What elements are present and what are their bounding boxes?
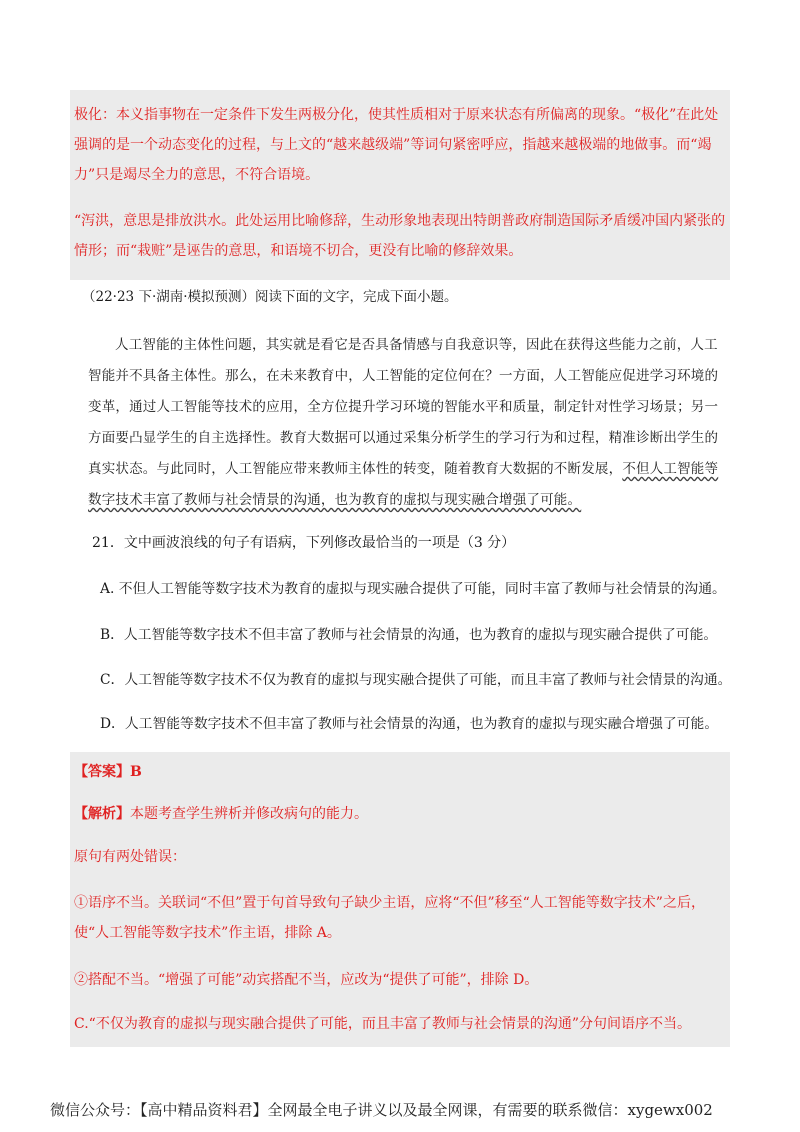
analysis-line bbox=[74, 802, 368, 826]
reading-passage bbox=[88, 330, 730, 516]
question-stem: 21．文中画波浪线的句子有语病，下列修改最恰当的一项是（3 分） bbox=[92, 535, 516, 551]
answer-label: 【答案】 bbox=[74, 764, 130, 780]
explanation-paragraph-1: 极化：本义指事物在一定条件下发生两极分化，使其性质相对于原来状态有所偏离的现象。“极化”在此处强调的是一个动态变化的过程，与上文的“越来越级端”等词句紧密呼应，指越来越极端的地做事。而“竭力”只是竭尽全力的意思，不符合语境。 bbox=[74, 107, 719, 183]
analysis-text: 本题考查学生辨析并修改病句的能力。 bbox=[130, 806, 368, 822]
answer-value: B bbox=[130, 764, 142, 780]
answer-line bbox=[74, 760, 142, 784]
footer-note: 微信公众号：【高中精品资料君】全网最全电子讲义以及最全网课，有需要的联系微信：xygewx002 bbox=[50, 1101, 713, 1119]
passage-text: 人工智能的主体性问题，其实就是看它是否具备情感与自我意识等，因此在获得这些能力之前，人工智能并不具备主体性。那么，在未来教育中，人工智能的定位何在？一方面，人工智能应促进学习环境的变革，通过人工智能等技术的应用，全方位提升学习环境的智能水平和质量，制定针对性学习场景；另一方面要凸显学生的自主选择性。教育大数据可以通过采集分析学生的学习行为和过程，精准诊断出学生的真实状态。与此同时，人工智能应带来教师主体性的转变，随着教育大数据的不断发展， bbox=[88, 337, 719, 477]
explanation-box-top bbox=[70, 90, 730, 280]
explanation-paragraph-2: “泻洪，意思是排放洪水。此处运用比喻修辞，生动形象地表现出特朗普政府制造国际矛盾缓冲国内紧张的情形；而“栽赃”是诬告的意思，和语境不切合，更没有比喻的修辞效果。 bbox=[74, 213, 726, 259]
error-1: ①语序不当。关联词“不但”置于句首导致句子缺少主语，应将“不但”移至“人工智能等数字技术”之后，使“人工智能等数字技术”作主语，排除 A。 bbox=[74, 895, 705, 941]
wavy-underlined-sentence: 不但人工智能等数字技术丰富了教师与社会情景的沟通，也为教育的虚拟与现实融合增强了可能。 bbox=[88, 461, 719, 508]
option-b: B．人工智能等数字技术不但丰富了教师与社会情景的沟通，也为教育的虚拟与现实融合提供了可能。 bbox=[100, 627, 718, 643]
original-errors-line: 原句有两处错误： bbox=[74, 849, 186, 865]
option-c: C．人工智能等数字技术不仅为教育的虚拟与现实融合提供了可能，而且丰富了教师与社会情景的沟通。 bbox=[100, 672, 732, 688]
error-2: ②搭配不当。“增强了可能”动宾搭配不当，应改为“提供了可能”，排除 D。 bbox=[74, 972, 539, 988]
source-line: （22·23 下·湖南·模拟预测）阅读下面的文字，完成下面小题。 bbox=[82, 289, 458, 305]
option-a: A. 不但人工智能等数字技术为教育的虚拟与现实融合提供了可能，同时丰富了教师与社会情景的沟通。 bbox=[100, 581, 726, 597]
option-d: D．人工智能等数字技术不但丰富了教师与社会情景的沟通，也为教育的虚拟与现实融合增强了可能。 bbox=[100, 716, 719, 732]
error-3: C.“不仅为教育的虚拟与现实融合提供了可能，而且丰富了教师与社会情景的沟通”分句间语序不当。 bbox=[74, 1016, 691, 1032]
answer-box bbox=[70, 752, 730, 1047]
analysis-label: 【解析】 bbox=[74, 806, 130, 822]
